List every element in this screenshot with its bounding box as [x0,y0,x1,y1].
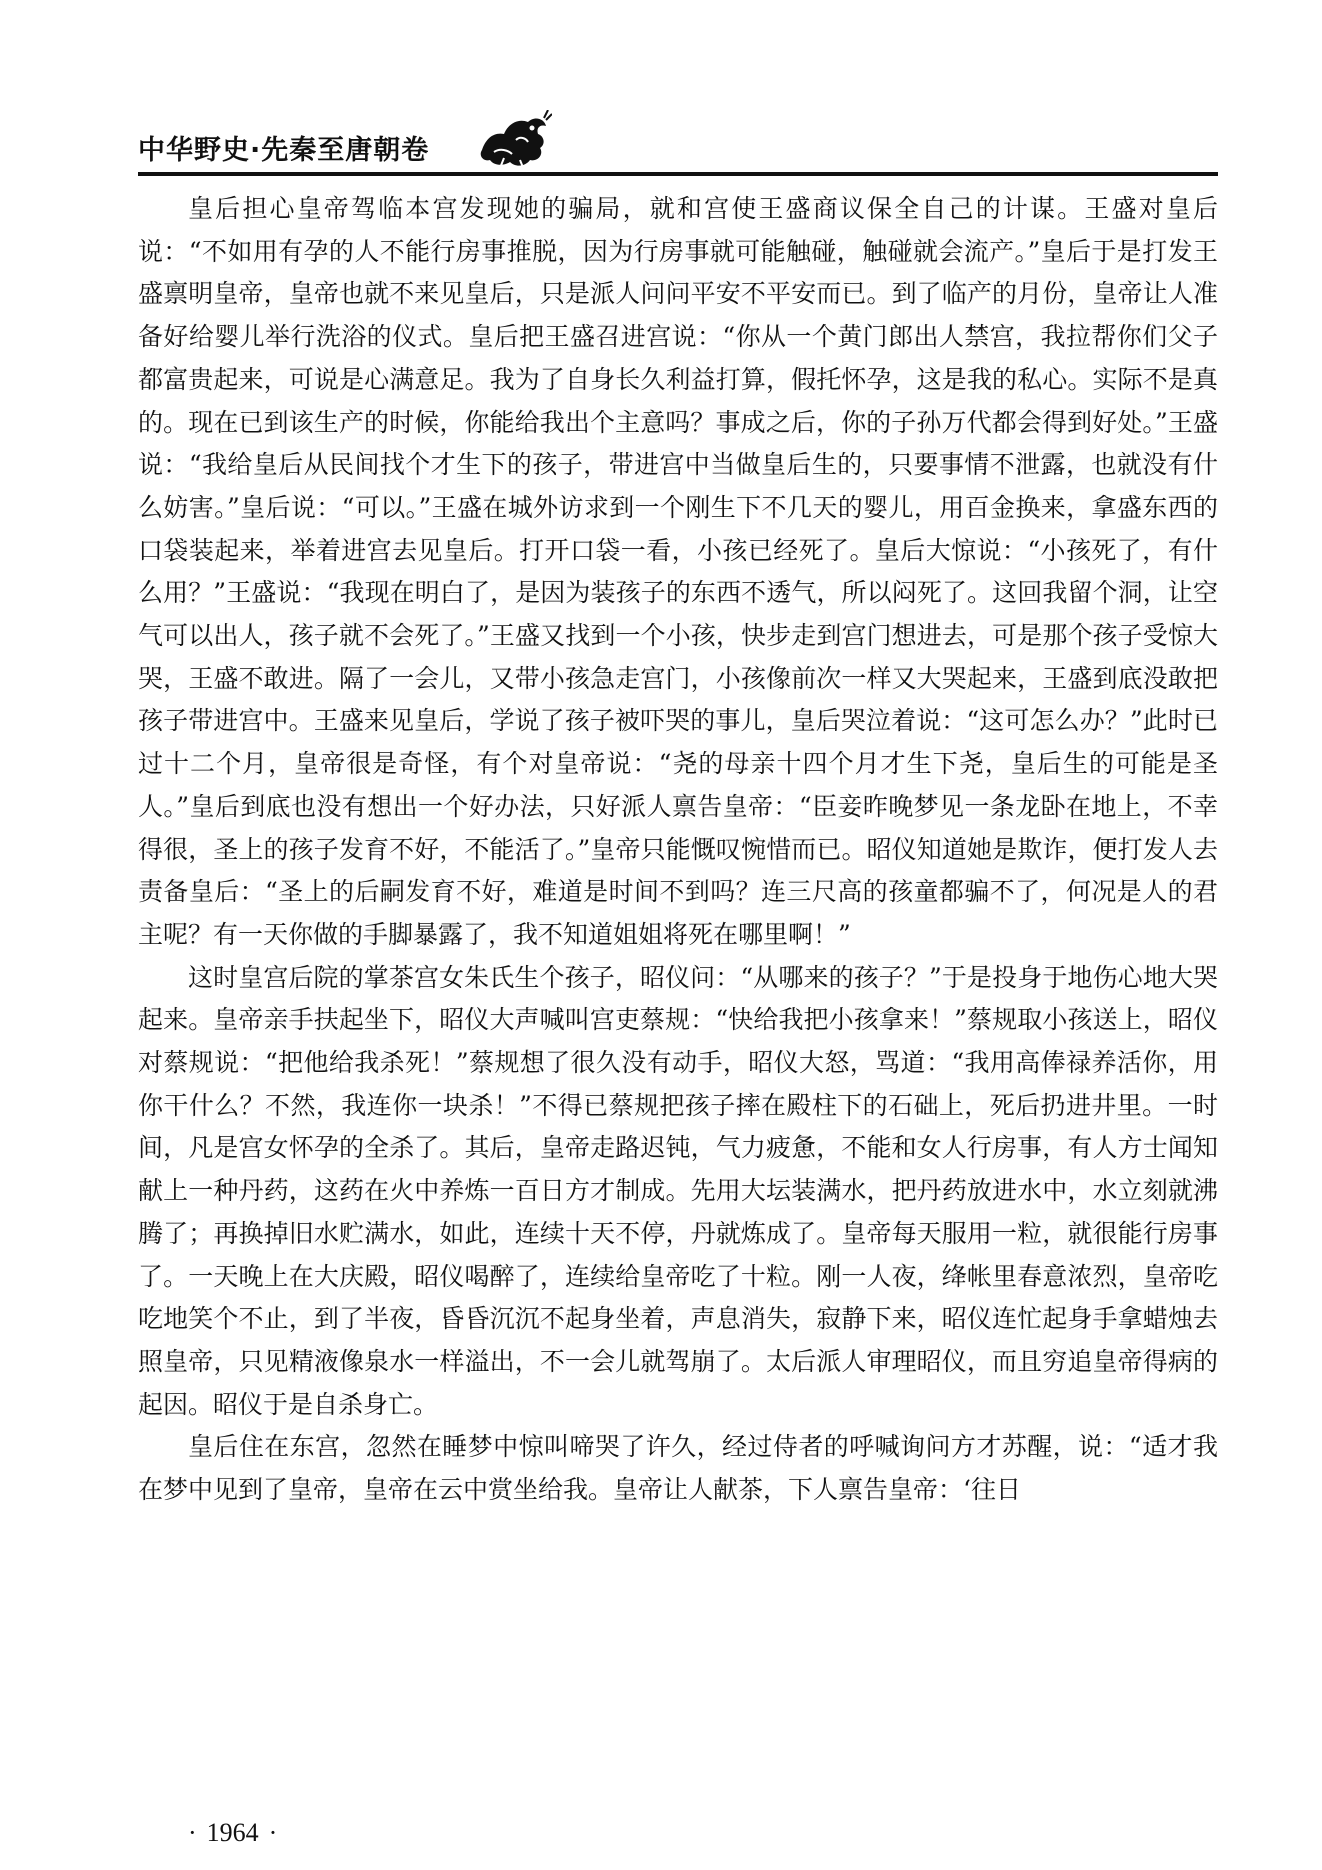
page-number-dot: · [188,1818,197,1847]
paragraph: 这时皇宫后院的掌茶宫女朱氏生个孩子，昭仪问：“从哪来的孩子？”于是投身于地伤心地大哭起来。皇帝亲手扶起坐下，昭仪大声喊叫宫吏蔡规：“快给我把小孩拿来！”蔡规取小孩送上，昭仪对蔡规说：“把他给我杀死！”蔡规想了很久没有动手，昭仪大怒，骂道：“我用高俸禄养活你，用你干什么？不然，我连你一块杀！”不得已蔡规把孩子摔在殿柱下的石础上，死后扔进井里。一时间，凡是宫女怀孕的全杀了。其后，皇帝走路迟钝，气力疲惫，不能和女人行房事，有人方士闻知献上一种丹药，这药在火中养炼一百日方才制成。先用大坛装满水，把丹药放进水中，水立刻就沸腾了；再换掉旧水贮满水，如此，连续十天不停，丹就炼成了。皇帝每天服用一粒，就很能行房事了。一天晚上在大庆殿，昭仪喝醉了，连续给皇帝吃了十粒。刚一人夜，绛帐里春意浓烈，皇帝吃吃地笑个不止，到了半夜，昏昏沉沉不起身坐着，声息消失，寂静下来，昭仪连忙起身手拿蜡烛去照皇帝，只见精液像泉水一样溢出，不一会儿就驾崩了。太后派人审理昭仪，而且穷追皇帝得病的起因。昭仪于是自杀身亡。 [138,962,1218,1419]
paragraph: 皇后住在东宫，忽然在睡梦中惊叫啼哭了许久，经过侍者的呼喊询问方才苏醒，说：“适才我在梦中见到了皇帝，皇帝在云中赏坐给我。皇帝让人献茶，下人禀告皇帝：‘往日 [138,1432,1218,1505]
paragraph: 皇后担心皇帝驾临本宫发现她的骗局，就和宫使王盛商议保全自己的计谋。王盛对皇后说：“不如用有孕的人不能行房事推脱，因为行房事就可能触碰，触碰就会流产。”皇后于是打发王盛禀明皇帝，皇帝也就不来见皇后，只是派人问问平安不平安而已。到了临产的月份，皇帝让人准备好给婴儿举行洗浴的仪式。皇后把王盛召进宫说：“你从一个黄门郎出人禁宫，我拉帮你们父子都富贵起来，可说是心满意足。我为了自身长久利益打算，假托怀孕，这是我的私心。实际不是真的。现在已到该生产的时候，你能给我出个主意吗？事成之后，你的子孙万代都会得到好处。”王盛说：“我给皇后从民间找个才生下的孩子，带进宫中当做皇后生的，只要事情不泄露，也就没有什么妨害。”皇后说：“可以。”王盛在城外访求到一个刚生下不几天的婴儿，用百金换来，拿盛东西的口袋装起来，举着进宫去见皇后。打开口袋一看，小孩已经死了。皇后大惊说：“小孩死了，有什么用？”王盛说：“我现在明白了，是因为装孩子的东西不透气，所以闷死了。这回我留个洞，让空气可以出人，孩子就不会死了。”王盛又找到一个小孩，快步走到宫门想进去，可是那个孩子受惊大哭，王盛不敢进。隔了一会儿，又带小孩急走宫门，小孩像前次一样又大哭起来，王盛到底没敢把孩子带进宫中。王盛来见皇后，学说了孩子被吓哭的事儿，皇后哭泣着说：“这可怎么办？”此时已过十二个月，皇帝很是奇怪，有个对皇帝说：“尧的母亲十四个月才生下尧，皇后生的可能是圣人。”皇后到底也没有想出一个好办法，只好派人禀告皇帝：“臣妾昨晚梦见一条龙卧在地上，不幸得很，圣上的孩子发育不好，不能活了。”皇帝只能慨叹惋惜而已。昭仪知道她是欺诈，便打发人去责备皇后：“圣上的后嗣发育不好，难道是时间不到吗？连三尺高的孩童都骗不了，何况是人的君主呢？有一天你做的手脚暴露了，我不知道姐姐将死在哪里啊！” [138,194,1218,949]
book-title: 中华野史·先秦至唐朝卷 [138,135,430,166]
page-number-dot: · [268,1818,278,1847]
header-rule [138,172,1218,176]
running-header [138,110,1218,180]
page-number-value: 1964 [206,1818,259,1847]
body-text [138,188,1218,1512]
page-number [178,1818,287,1848]
dragon-logo-icon [474,110,552,172]
